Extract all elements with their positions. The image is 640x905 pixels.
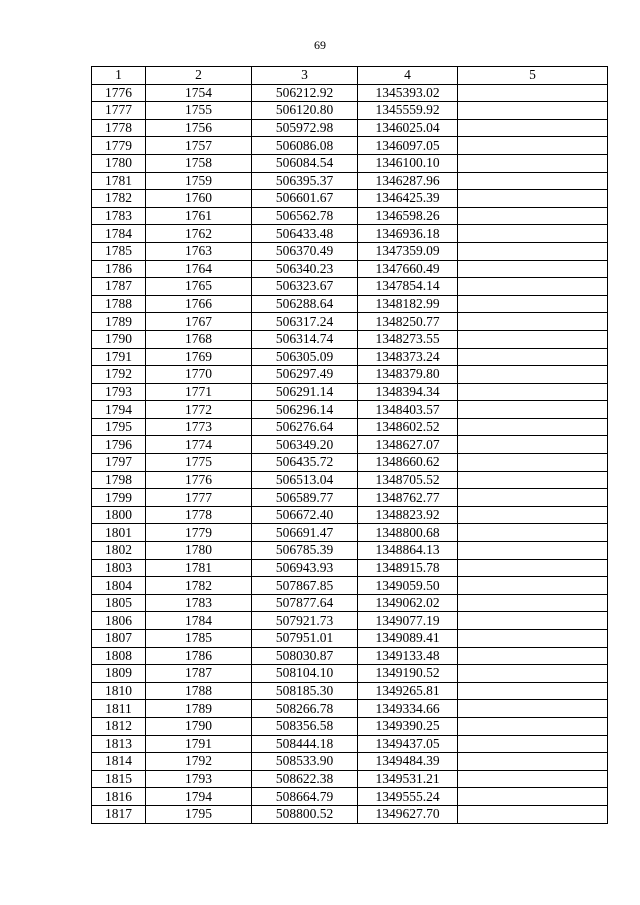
table-cell: 507921.73: [252, 612, 358, 630]
table-cell: 506785.39: [252, 542, 358, 560]
table-cell: [458, 242, 608, 260]
table-cell: 1813: [92, 735, 146, 753]
table-cell: 1810: [92, 682, 146, 700]
table-cell: 1786: [92, 260, 146, 278]
table-cell: 508266.78: [252, 700, 358, 718]
table-row: [92, 524, 608, 542]
table-cell: 506601.67: [252, 190, 358, 208]
table-cell: 506305.09: [252, 348, 358, 366]
table-cell: [458, 207, 608, 225]
table-row: [92, 278, 608, 296]
column-header: 2: [146, 67, 252, 85]
table-row: [92, 313, 608, 331]
table-row: [92, 418, 608, 436]
table-cell: 1777: [92, 102, 146, 120]
table-cell: 1348762.77: [358, 489, 458, 507]
table-cell: 1348273.55: [358, 330, 458, 348]
table-cell: 506691.47: [252, 524, 358, 542]
coordinates-table: [91, 66, 608, 824]
table-cell: 1791: [146, 735, 252, 753]
table-cell: [458, 401, 608, 419]
table-cell: [458, 190, 608, 208]
table-cell: 508800.52: [252, 805, 358, 823]
column-header: 1: [92, 67, 146, 85]
table-cell: [458, 295, 608, 313]
table-cell: [458, 313, 608, 331]
table-row: [92, 770, 608, 788]
table-cell: 508622.38: [252, 770, 358, 788]
table-cell: 1348800.68: [358, 524, 458, 542]
table-cell: 1349190.52: [358, 665, 458, 683]
table-cell: 1789: [92, 313, 146, 331]
table-cell: 1779: [92, 137, 146, 155]
table-cell: [458, 454, 608, 472]
table-row: [92, 559, 608, 577]
table-row: [92, 383, 608, 401]
table-cell: 1792: [146, 753, 252, 771]
table-cell: 1804: [92, 577, 146, 595]
table-cell: 1757: [146, 137, 252, 155]
table-cell: 1780: [146, 542, 252, 560]
table-cell: 506084.54: [252, 154, 358, 172]
table-cell: 1347359.09: [358, 242, 458, 260]
table-cell: 1349390.25: [358, 717, 458, 735]
table-cell: 1783: [146, 594, 252, 612]
table-row: [92, 471, 608, 489]
table-cell: [458, 260, 608, 278]
table-cell: 1349484.39: [358, 753, 458, 771]
table-cell: [458, 278, 608, 296]
table-cell: 506317.24: [252, 313, 358, 331]
table-cell: 1816: [92, 788, 146, 806]
table-cell: [458, 630, 608, 648]
table-cell: 1788: [92, 295, 146, 313]
table-row: [92, 665, 608, 683]
table-cell: 1769: [146, 348, 252, 366]
table-cell: 1780: [92, 154, 146, 172]
table-cell: 1348660.62: [358, 454, 458, 472]
table-cell: 507951.01: [252, 630, 358, 648]
table-cell: 1793: [146, 770, 252, 788]
table-cell: 1789: [146, 700, 252, 718]
table-cell: 506349.20: [252, 436, 358, 454]
table-cell: 1787: [146, 665, 252, 683]
page-number: 69: [314, 38, 326, 52]
table-cell: 1346100.10: [358, 154, 458, 172]
table-cell: 1346425.39: [358, 190, 458, 208]
table-cell: 1771: [146, 383, 252, 401]
table-cell: 1347854.14: [358, 278, 458, 296]
table-cell: 1784: [146, 612, 252, 630]
table-cell: 1795: [92, 418, 146, 436]
table-cell: 1348823.92: [358, 506, 458, 524]
table-cell: [458, 418, 608, 436]
table-row: [92, 647, 608, 665]
table-cell: 1756: [146, 119, 252, 137]
table-cell: 1785: [146, 630, 252, 648]
table-row: [92, 242, 608, 260]
table-cell: 1346025.04: [358, 119, 458, 137]
table-cell: [458, 471, 608, 489]
table-cell: 1348705.52: [358, 471, 458, 489]
table-row: [92, 735, 608, 753]
table-cell: 1812: [92, 717, 146, 735]
table-cell: 508533.90: [252, 753, 358, 771]
table-row: [92, 119, 608, 137]
table-cell: 1779: [146, 524, 252, 542]
table-cell: 1758: [146, 154, 252, 172]
table-row: [92, 436, 608, 454]
table-cell: 506276.64: [252, 418, 358, 436]
table-cell: 508444.18: [252, 735, 358, 753]
table-row: [92, 506, 608, 524]
table-cell: [458, 717, 608, 735]
table-cell: 506288.64: [252, 295, 358, 313]
table-row: [92, 717, 608, 735]
table-cell: 1761: [146, 207, 252, 225]
table-cell: 508104.10: [252, 665, 358, 683]
table-cell: 1755: [146, 102, 252, 120]
table-header-row: [92, 67, 608, 85]
table-cell: 1791: [92, 348, 146, 366]
table-cell: [458, 154, 608, 172]
table-cell: 1784: [92, 225, 146, 243]
table-cell: 1781: [92, 172, 146, 190]
table-cell: 1759: [146, 172, 252, 190]
table-cell: 1348864.13: [358, 542, 458, 560]
table-cell: 1787: [92, 278, 146, 296]
table-cell: 1349334.66: [358, 700, 458, 718]
table-cell: 1348373.24: [358, 348, 458, 366]
table-cell: 506589.77: [252, 489, 358, 507]
table-cell: [458, 577, 608, 595]
table-cell: 1763: [146, 242, 252, 260]
table-cell: [458, 788, 608, 806]
table-cell: 1349133.48: [358, 647, 458, 665]
table-cell: 1809: [92, 665, 146, 683]
table-cell: 1781: [146, 559, 252, 577]
table-cell: [458, 102, 608, 120]
table-cell: 1807: [92, 630, 146, 648]
column-header: 3: [252, 67, 358, 85]
table-cell: 1773: [146, 418, 252, 436]
table-cell: 1349089.41: [358, 630, 458, 648]
table-cell: 1788: [146, 682, 252, 700]
table-cell: 1778: [146, 506, 252, 524]
table-cell: 1796: [92, 436, 146, 454]
table-cell: 1762: [146, 225, 252, 243]
table-cell: 1805: [92, 594, 146, 612]
table-cell: 1777: [146, 489, 252, 507]
table-cell: 1783: [92, 207, 146, 225]
table-row: [92, 172, 608, 190]
table-cell: 1346097.05: [358, 137, 458, 155]
table-cell: 1803: [92, 559, 146, 577]
table-cell: 1764: [146, 260, 252, 278]
table-cell: [458, 665, 608, 683]
table-cell: 1345393.02: [358, 84, 458, 102]
table-cell: 506297.49: [252, 366, 358, 384]
table-cell: [458, 225, 608, 243]
table-row: [92, 137, 608, 155]
table-cell: 1798: [92, 471, 146, 489]
table-cell: 1785: [92, 242, 146, 260]
table-cell: 1349531.21: [358, 770, 458, 788]
table-cell: 506672.40: [252, 506, 358, 524]
table-cell: 506296.14: [252, 401, 358, 419]
table-cell: 1815: [92, 770, 146, 788]
table-cell: 506291.14: [252, 383, 358, 401]
table-cell: 505972.98: [252, 119, 358, 137]
table-cell: [458, 594, 608, 612]
table-cell: 1776: [92, 84, 146, 102]
table-cell: 1790: [92, 330, 146, 348]
table-cell: [458, 84, 608, 102]
table-row: [92, 295, 608, 313]
table-cell: [458, 735, 608, 753]
table-cell: 508030.87: [252, 647, 358, 665]
column-header: 4: [358, 67, 458, 85]
table-cell: 1348182.99: [358, 295, 458, 313]
table-cell: 1348627.07: [358, 436, 458, 454]
table-cell: 1760: [146, 190, 252, 208]
column-header: 5: [458, 67, 608, 85]
table-cell: 1786: [146, 647, 252, 665]
table-cell: 506212.92: [252, 84, 358, 102]
table-cell: [458, 700, 608, 718]
table-cell: 1348602.52: [358, 418, 458, 436]
table-cell: [458, 682, 608, 700]
table-cell: [458, 647, 608, 665]
table-cell: [458, 119, 608, 137]
table-row: [92, 84, 608, 102]
table-cell: 1345559.92: [358, 102, 458, 120]
table-cell: 1770: [146, 366, 252, 384]
table-cell: 1800: [92, 506, 146, 524]
table-cell: [458, 330, 608, 348]
table-cell: 506120.80: [252, 102, 358, 120]
table-row: [92, 805, 608, 823]
table-cell: 1348250.77: [358, 313, 458, 331]
table-cell: 506370.49: [252, 242, 358, 260]
table-cell: 1348394.34: [358, 383, 458, 401]
table-cell: 506086.08: [252, 137, 358, 155]
table-cell: 1795: [146, 805, 252, 823]
table-cell: 506314.74: [252, 330, 358, 348]
table-cell: 1765: [146, 278, 252, 296]
table-row: [92, 401, 608, 419]
table-cell: 506562.78: [252, 207, 358, 225]
table-cell: 1797: [92, 454, 146, 472]
table-cell: 1782: [146, 577, 252, 595]
table-row: [92, 454, 608, 472]
table-cell: 1349627.70: [358, 805, 458, 823]
table-row: [92, 700, 608, 718]
table-cell: 506340.23: [252, 260, 358, 278]
table-cell: 506433.48: [252, 225, 358, 243]
table-cell: 1774: [146, 436, 252, 454]
table-cell: [458, 137, 608, 155]
table-cell: [458, 770, 608, 788]
table-cell: 1767: [146, 313, 252, 331]
table-cell: 506323.67: [252, 278, 358, 296]
table-cell: 508185.30: [252, 682, 358, 700]
table-cell: 1349555.24: [358, 788, 458, 806]
table-cell: [458, 506, 608, 524]
table-row: [92, 577, 608, 595]
table-cell: 1775: [146, 454, 252, 472]
table-cell: [458, 559, 608, 577]
table-cell: 1806: [92, 612, 146, 630]
table-cell: [458, 805, 608, 823]
table-row: [92, 682, 608, 700]
table-cell: 1768: [146, 330, 252, 348]
table-cell: [458, 753, 608, 771]
table-cell: [458, 542, 608, 560]
table-cell: 1792: [92, 366, 146, 384]
table-row: [92, 102, 608, 120]
table-cell: 1794: [146, 788, 252, 806]
table-cell: 1801: [92, 524, 146, 542]
table-cell: 507877.64: [252, 594, 358, 612]
table-cell: 1811: [92, 700, 146, 718]
table-row: [92, 612, 608, 630]
table-cell: 1794: [92, 401, 146, 419]
table-cell: [458, 612, 608, 630]
table-cell: 1346598.26: [358, 207, 458, 225]
table-row: [92, 260, 608, 278]
table-cell: 1349437.05: [358, 735, 458, 753]
table-row: [92, 330, 608, 348]
table-row: [92, 753, 608, 771]
table-cell: 508664.79: [252, 788, 358, 806]
table-row: [92, 190, 608, 208]
table-cell: 1346287.96: [358, 172, 458, 190]
table-cell: 1349062.02: [358, 594, 458, 612]
table-cell: 1347660.49: [358, 260, 458, 278]
table-cell: [458, 348, 608, 366]
table-row: [92, 207, 608, 225]
table-cell: 508356.58: [252, 717, 358, 735]
table-cell: 1349265.81: [358, 682, 458, 700]
table-row: [92, 630, 608, 648]
table-row: [92, 366, 608, 384]
table-cell: 1346936.18: [358, 225, 458, 243]
table-row: [92, 489, 608, 507]
table-cell: 1348379.80: [358, 366, 458, 384]
table-row: [92, 225, 608, 243]
table-cell: 1808: [92, 647, 146, 665]
table-cell: 1772: [146, 401, 252, 419]
table-cell: 1790: [146, 717, 252, 735]
table-cell: 1349059.50: [358, 577, 458, 595]
table-cell: 1766: [146, 295, 252, 313]
table-row: [92, 788, 608, 806]
table-row: [92, 594, 608, 612]
table-cell: [458, 489, 608, 507]
table-row: [92, 154, 608, 172]
table-row: [92, 542, 608, 560]
table-cell: 506513.04: [252, 471, 358, 489]
table-cell: 1793: [92, 383, 146, 401]
table-row: [92, 348, 608, 366]
table-cell: 506395.37: [252, 172, 358, 190]
table-cell: 1348915.78: [358, 559, 458, 577]
table-cell: 1802: [92, 542, 146, 560]
table-cell: 507867.85: [252, 577, 358, 595]
table-cell: 1754: [146, 84, 252, 102]
table-cell: 1348403.57: [358, 401, 458, 419]
table-cell: 1776: [146, 471, 252, 489]
table-cell: [458, 436, 608, 454]
table-cell: [458, 383, 608, 401]
table-cell: 1778: [92, 119, 146, 137]
table-cell: [458, 172, 608, 190]
table-cell: 1817: [92, 805, 146, 823]
table-cell: 506943.93: [252, 559, 358, 577]
table-cell: 1814: [92, 753, 146, 771]
table-cell: 1782: [92, 190, 146, 208]
table-cell: 1799: [92, 489, 146, 507]
table-cell: [458, 366, 608, 384]
table-cell: [458, 524, 608, 542]
table-cell: 506435.72: [252, 454, 358, 472]
table-cell: 1349077.19: [358, 612, 458, 630]
